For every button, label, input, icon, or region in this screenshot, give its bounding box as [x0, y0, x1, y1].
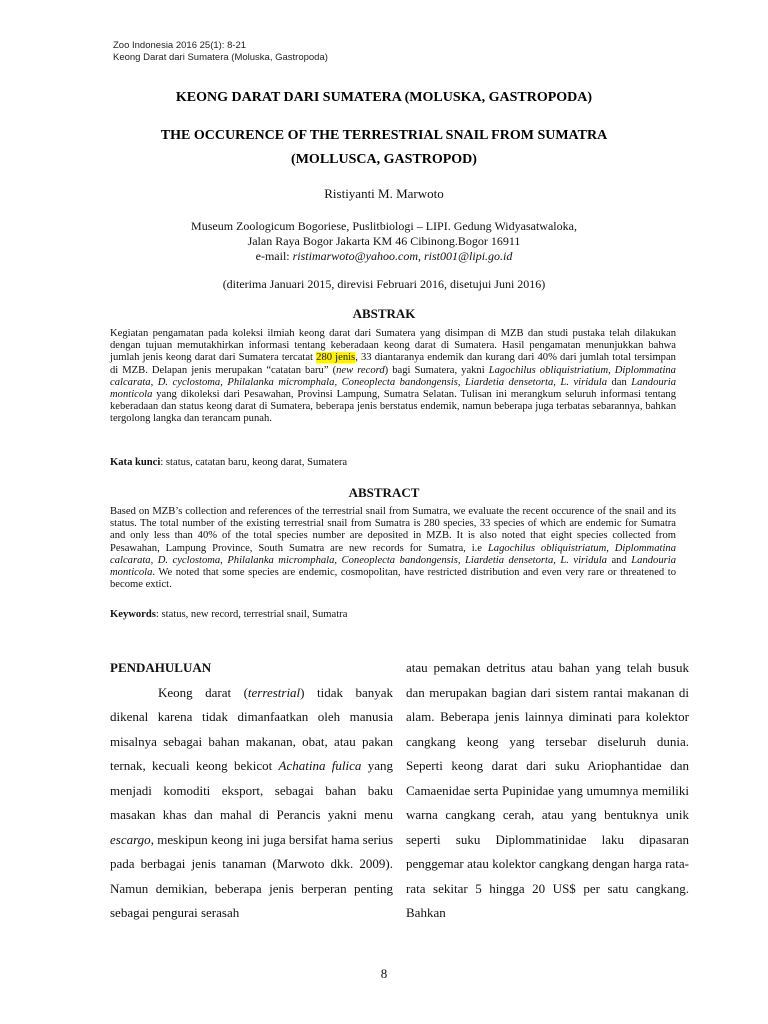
- body-text: atau pemakan detritus atau bahan yang telah busuk dan merupakan bagian dari sistem rantai makanan di alam. Beberapa jenis lainnya diminati para kolektor cangkang keong yang tersebar diseluruh dunia. Seperti keong darat dari suku Ariophantidae dan Camaenidae serta Pupinidae yang umumnya memiliki warna cangkang cerah, atau yang bentuknya unik seperti suku Diplommatinidae laku dipasaran penggemar atau kolektor cangkang dengan harga rata-rata sekitar 5 hingga 20 US$ per satu cangkang. Bahkan: [406, 660, 689, 920]
- keywords-label: Keywords: [110, 609, 156, 620]
- abstract-paragraph: [110, 506, 676, 591]
- separator: ,: [220, 376, 228, 388]
- kata-kunci-label: Kata kunci: [110, 457, 161, 468]
- kata-kunci: [110, 457, 676, 468]
- title-english-line1: THE OCCURENCE OF THE TERRESTRIAL SNAIL FROM SUMATRA: [160, 128, 608, 143]
- abstrak-paragraph: [110, 328, 676, 426]
- abstract-text-2: . We noted that some species are endemic, cosmopolitan, have restricted distribution and even very rare or threatened to become extict.: [110, 567, 676, 591]
- title-english-line2: (MOLLUSCA, GASTROPOD): [291, 152, 477, 167]
- email-link[interactable]: ristimarwoto@yahoo.com, rist001@lipi.go.id: [292, 249, 513, 263]
- affiliation-line2: Jalan Raya Bogor Jakarta KM 46 Cibinong.Bogor 16911: [247, 234, 521, 248]
- title-indonesian: KEONG DARAT DARI SUMATERA (MOLUSKA, GASTROPODA): [175, 90, 593, 105]
- kata-kunci-text: : status, catatan baru, keong darat, Sumatera: [160, 457, 348, 468]
- species-name: Achatina fulica: [278, 758, 362, 773]
- species-name: Landouria monticola: [110, 376, 677, 401]
- title-english: [0, 124, 768, 172]
- affiliation: [0, 219, 768, 264]
- species-name: Liardetia densetorta: [465, 376, 554, 388]
- journal-citation: Zoo Indonesia 2016 25(1): 8-21: [113, 40, 247, 51]
- body-text: ) tidak banyak dikenal karena tidak dimanfaatkan oleh manusia misalnya sebagai bahan makanan, obat, atau pakan ternak, kecuali keong bekicot: [110, 684, 393, 773]
- separator: ,: [150, 376, 158, 388]
- section-heading: PENDAHULUAN: [110, 660, 212, 675]
- species-name: Coneoplecta bandongensis: [341, 376, 458, 388]
- abstract-and: and: [606, 554, 632, 566]
- body-text: yang menjadi komoditi eksport, sebagai bahan baku masakan khas dan mahal di Perancis yakni menu: [110, 758, 393, 822]
- email-line: [0, 249, 768, 264]
- body-text: Keong darat (: [158, 684, 248, 700]
- body-column-left: [110, 656, 393, 926]
- body-text: , meskipun keong ini juga bersifat hama serius pada berbagai jenis tanaman (Marwoto dkk. 2009). Namun demikian, beberapa jenis berperan penting sebagai pengurai serasah: [110, 831, 393, 920]
- species-name: Lagochilus obliquistriatium: [488, 364, 609, 376]
- separator: ,: [608, 364, 615, 376]
- received-dates: (diterima Januari 2015, direvisi Februari 2016, disetujui Juni 2016): [222, 277, 546, 291]
- author-name: Ristiyanti M. Marwoto: [324, 186, 444, 201]
- abstract-text-1: Based on MZB’s collection and references of the terrestrial snail from Sumatra, we evaluate the recent occurence of the snail and its status. The total number of the existing terrestrial snail from Sumatra is 280 species, 33 species of which are endemic for Sumatra and only less than 40% of the total species number are deposited in MZB. It is also noted that eight species collected from Pesawahan, Lampung Province, South Sumatra are new records for Sumatra, i.e: [110, 506, 676, 554]
- abstrak-text-4: yang dikoleksi dari Pesawahan, Provinsi Lampung, Sumatra Selatan. Tulisan ini merangkum seluruh informasi tentang keberadaan dan status keong darat di Sumatera, beberapa jenis berstatus endemik, namun beberapa juga terbatas sebarannya, bahkan tergolong langka dan terancam punah.: [110, 389, 676, 425]
- abstrak-text-1: Kegiatan pengamatan pada koleksi ilmiah keong darat dari Sumatera yang disimpan di MZB dan studi pustaka telah dilakukan dengan tujuan memutakhirkan informasi tentang keberadaan keong darat di Sumatera. Hasil pengamatan menunjukkan bahwa jumlah jenis keong darat dari Sumatera tercatat: [110, 328, 676, 364]
- highlighted-text: 280 jenis: [316, 352, 356, 364]
- keywords: [110, 609, 676, 620]
- abstract-heading: ABSTRACT: [348, 485, 420, 500]
- species-name: Diplommatina calcarata: [110, 364, 676, 388]
- abstrak-text-2: , 33 diantaranya endemik dan kurang dari 40% dari jumlah total tersimpan di MZB. Delapan jenis merupakan “catatan baru” (: [110, 352, 676, 376]
- page-number: 8: [380, 966, 388, 981]
- keywords-text: : status, new record, terrestrial snail, Sumatra: [155, 609, 348, 620]
- species-name: L. viridula: [560, 376, 607, 388]
- abstrak-text-3: ) bagi Sumatera, yakni: [384, 364, 489, 376]
- separator: ,: [334, 376, 342, 388]
- email-label: e-mail:: [255, 249, 293, 263]
- species-list: Lagochilus obliquistriatum, Diplommatina calcarata, D. cyclostoma, Philalanka micromphala, Coneoplecta bandongensis, Liardetia densetorta, L. viridula: [110, 542, 676, 566]
- short-title: Keong Darat dari Sumatera (Moluska, Gastropoda): [113, 52, 328, 63]
- separator: dan: [607, 376, 632, 388]
- species-name: Philalanka micromphala: [227, 376, 335, 388]
- species-name: D. cyclostoma: [157, 376, 221, 388]
- body-column-right: [406, 656, 689, 926]
- term-italic: escargo: [110, 831, 151, 847]
- term-italic: terrestrial: [247, 684, 301, 700]
- new-record-term: new record: [336, 364, 385, 376]
- running-head: [113, 40, 328, 64]
- separator: ,: [553, 376, 561, 388]
- abstrak-heading: ABSTRAK: [352, 306, 416, 321]
- affiliation-line1: Museum Zoologicum Bogoriese, Puslitbiologi – LIPI. Gedung Widyasatwaloka,: [191, 219, 577, 233]
- species-name: Landouria monticola: [110, 554, 676, 579]
- separator: ,: [457, 376, 466, 388]
